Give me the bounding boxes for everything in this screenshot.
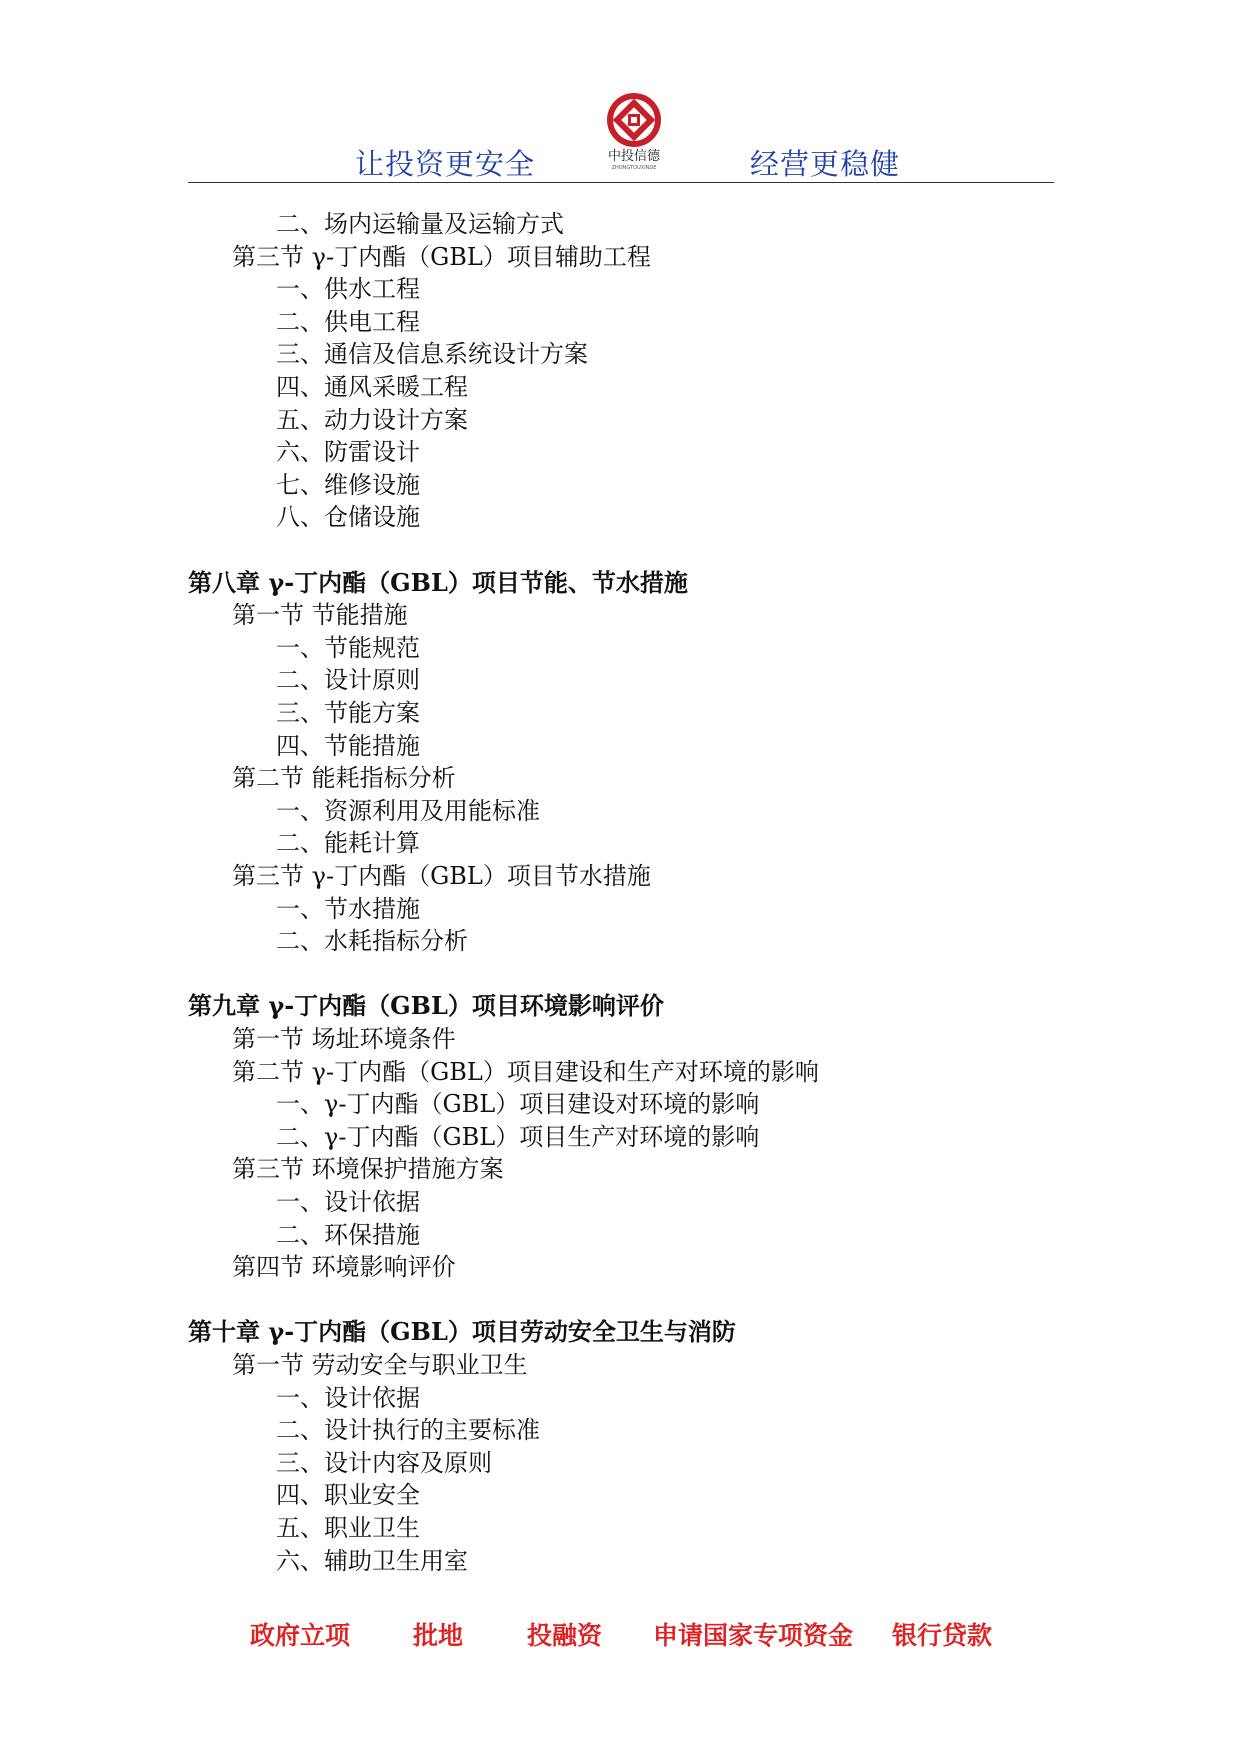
toc-subsection: 四、职业安全 xyxy=(276,1481,420,1509)
toc-subsection: 一、设计依据 xyxy=(276,1188,420,1216)
slogan-right: 经营更稳健 xyxy=(750,147,901,181)
toc-chapter: 第十章 γ-丁内酯（GBL）项目劳动安全卫生与消防 xyxy=(188,1317,736,1346)
toc-subsection: 三、设计内容及原则 xyxy=(276,1449,492,1477)
footer-item: 银行贷款 xyxy=(892,1621,993,1650)
toc-subsection: 二、环保措施 xyxy=(276,1221,420,1249)
toc-subsection: 一、资源利用及用能标准 xyxy=(276,797,540,825)
toc-subsection: 一、节能规范 xyxy=(276,634,420,662)
toc-subsection: 五、职业卫生 xyxy=(276,1514,420,1542)
page-header xyxy=(0,0,1241,190)
company-logo xyxy=(604,90,664,150)
toc-subsection: 二、能耗计算 xyxy=(276,829,420,857)
toc-chapter: 第九章 γ-丁内酯（GBL）项目环境影响评价 xyxy=(188,991,664,1020)
toc-subsection: 二、设计原则 xyxy=(276,666,420,694)
toc-subsection: 六、防雷设计 xyxy=(276,438,420,466)
toc-section: 第二节 能耗指标分析 xyxy=(232,764,456,792)
slogan-left: 让投资更安全 xyxy=(355,147,536,181)
toc-subsection: 一、设计依据 xyxy=(276,1384,420,1412)
toc-subsection: 一、供水工程 xyxy=(276,275,420,303)
toc-chapter: 第八章 γ-丁内酯（GBL）项目节能、节水措施 xyxy=(188,568,688,597)
toc-section: 第一节 节能措施 xyxy=(232,601,408,629)
toc-section: 第三节 γ-丁内酯（GBL）项目节水措施 xyxy=(232,862,651,890)
footer-item: 投融资 xyxy=(527,1621,603,1650)
toc-subsection: 六、辅助卫生用室 xyxy=(276,1547,468,1575)
toc-subsection: 二、场内运输量及运输方式 xyxy=(276,210,564,238)
logo-subtext: ZHONGTOUXINDE xyxy=(611,165,657,171)
toc-section: 第二节 γ-丁内酯（GBL）项目建设和生产对环境的影响 xyxy=(232,1058,819,1086)
toc-subsection: 二、γ-丁内酯（GBL）项目生产对环境的影响 xyxy=(276,1123,760,1151)
toc-section: 第三节 环境保护措施方案 xyxy=(232,1155,504,1183)
toc-subsection: 一、γ-丁内酯（GBL）项目建设对环境的影响 xyxy=(276,1090,760,1118)
toc-subsection: 八、仓储设施 xyxy=(276,503,420,531)
toc-subsection: 五、动力设计方案 xyxy=(276,406,468,434)
toc-subsection: 二、水耗指标分析 xyxy=(276,927,468,955)
footer-item: 申请国家专项资金 xyxy=(653,1621,854,1650)
toc-subsection: 七、维修设施 xyxy=(276,471,420,499)
toc-section: 第四节 环境影响评价 xyxy=(232,1253,456,1281)
toc-subsection: 四、通风采暖工程 xyxy=(276,373,468,401)
toc-subsection: 三、节能方案 xyxy=(276,699,420,727)
footer-item: 批地 xyxy=(413,1621,464,1650)
toc-subsection: 二、设计执行的主要标准 xyxy=(276,1416,540,1444)
toc-section: 第三节 γ-丁内酯（GBL）项目辅助工程 xyxy=(232,243,651,271)
toc-subsection: 四、节能措施 xyxy=(276,732,420,760)
toc-subsection: 二、供电工程 xyxy=(276,308,420,336)
header-divider xyxy=(188,182,1054,183)
toc-subsection: 一、节水措施 xyxy=(276,895,420,923)
toc-section: 第一节 劳动安全与职业卫生 xyxy=(232,1351,528,1379)
toc-section: 第一节 场址环境条件 xyxy=(232,1025,456,1053)
footer-item: 政府立项 xyxy=(250,1621,351,1650)
logo-text: 中投信德 xyxy=(607,149,660,164)
toc-subsection: 三、通信及信息系统设计方案 xyxy=(276,340,588,368)
